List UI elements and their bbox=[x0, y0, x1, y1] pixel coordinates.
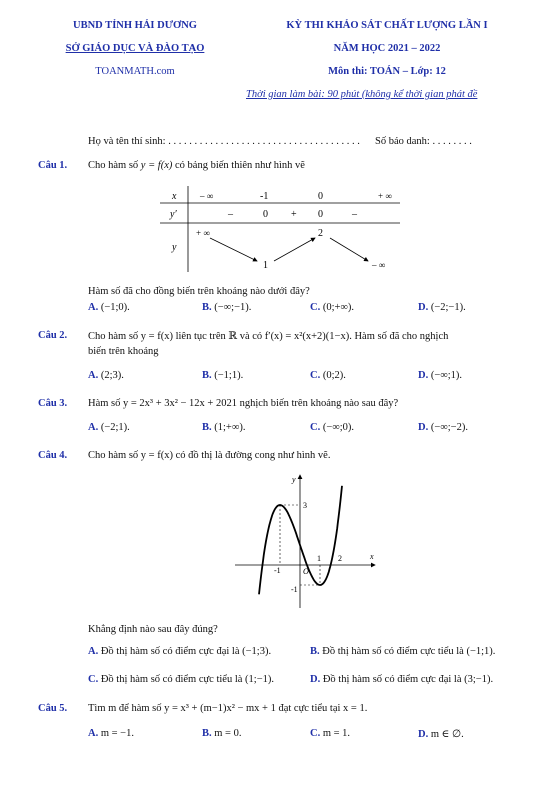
table-x-label: x bbox=[172, 191, 177, 202]
q2-stem-line2: biến trên khoảng bbox=[88, 346, 159, 357]
student-id-field: Số báo danh: . . . . . . . . bbox=[375, 136, 472, 147]
option-letter: D. bbox=[418, 729, 429, 740]
option-letter: B. bbox=[310, 646, 320, 657]
graph-label-neg1-x: -1 bbox=[274, 566, 281, 575]
option-letter: C. bbox=[310, 728, 321, 739]
q4-option-d[interactable] bbox=[310, 674, 493, 685]
graph-y-label: y bbox=[292, 475, 296, 484]
table-x-val: -1 bbox=[260, 191, 269, 202]
q1-stem-fx: y = f(x) bbox=[140, 160, 173, 171]
option-text: Đồ thị hàm số có điểm cực tiểu là (1;−1). bbox=[100, 674, 274, 685]
option-text: (−1;1). bbox=[214, 370, 244, 381]
table-yprime-label: y′ bbox=[170, 209, 177, 220]
q1-option-b[interactable] bbox=[202, 302, 251, 313]
q4-number: Câu 4. bbox=[38, 450, 68, 461]
q4-option-a[interactable] bbox=[88, 646, 271, 657]
option-letter: D. bbox=[418, 302, 429, 313]
option-text: (−1;0). bbox=[100, 302, 130, 313]
option-letter: A. bbox=[88, 422, 99, 433]
option-letter: B. bbox=[202, 422, 212, 433]
table-sign: – bbox=[352, 209, 357, 220]
function-curve bbox=[259, 486, 342, 595]
q5-option-d[interactable] bbox=[418, 728, 464, 740]
option-letter: D. bbox=[418, 422, 429, 433]
option-text: Đồ thị hàm số có điểm cực đại là (−1;3). bbox=[100, 646, 272, 657]
graph-x-label: x bbox=[370, 552, 374, 561]
q1-stem bbox=[88, 160, 305, 171]
graph-label-neg1-y: -1 bbox=[291, 585, 298, 594]
option-text: (−∞;−2). bbox=[430, 422, 468, 433]
arrow-down-icon bbox=[210, 238, 257, 261]
option-letter: D. bbox=[310, 674, 321, 685]
q5-option-b[interactable] bbox=[202, 728, 241, 739]
option-letter: B. bbox=[202, 302, 212, 313]
graph-label-3: 3 bbox=[303, 501, 307, 510]
option-text: m = 0. bbox=[214, 728, 242, 739]
student-name-field: Họ và tên thí sinh: . . . . . . . . . . . . . . . . . . . . . . . . . . . . . . . . . . . . . bbox=[88, 136, 360, 147]
graph-origin-label: O bbox=[303, 567, 309, 576]
q1-question: Hàm số đã cho đồng biến trên khoảng nào dưới đây? bbox=[88, 286, 310, 297]
table-x-val: + ∞ bbox=[378, 191, 392, 201]
graph-label-2: 2 bbox=[338, 554, 342, 563]
table-sign: – bbox=[228, 209, 233, 220]
q4-option-b[interactable] bbox=[310, 646, 495, 657]
option-text: (−2;1). bbox=[100, 422, 130, 433]
q4-option-c[interactable] bbox=[88, 674, 274, 685]
q5-option-a[interactable] bbox=[88, 728, 134, 739]
table-y-val: – ∞ bbox=[372, 260, 386, 270]
table-x-val: – ∞ bbox=[200, 191, 214, 201]
option-letter: A. bbox=[88, 728, 99, 739]
q2-option-c[interactable] bbox=[310, 370, 346, 381]
option-letter: A. bbox=[88, 302, 99, 313]
header-subject: Môn thi: TOÁN – Lớp: 12 bbox=[328, 66, 446, 77]
option-text: (2;3). bbox=[100, 370, 124, 381]
q2-stem-line1: Cho hàm số y = f(x) liên tục trên ℝ và có f′(x) = x²(x+2)(1−x). Hàm số đã cho nghịch bbox=[88, 331, 449, 342]
q2-option-b[interactable] bbox=[202, 370, 243, 381]
q1-stem-b: có bảng biến thiên như hình vẽ bbox=[175, 160, 305, 171]
q1-variation-table bbox=[160, 186, 410, 276]
graph-label-1: 1 bbox=[317, 554, 321, 563]
option-letter: A. bbox=[88, 370, 99, 381]
option-letter: C. bbox=[310, 370, 321, 381]
q3-number: Câu 3. bbox=[38, 398, 68, 409]
table-y-val: 1 bbox=[263, 260, 268, 271]
q3-option-c[interactable] bbox=[310, 422, 354, 433]
q4-question: Khẳng định nào sau đây đúng? bbox=[88, 624, 218, 635]
q1-option-d[interactable] bbox=[418, 302, 466, 313]
table-y-val: + ∞ bbox=[196, 228, 210, 238]
option-text: (1;+∞). bbox=[214, 422, 246, 433]
option-text: m = 1. bbox=[322, 728, 351, 739]
option-letter: A. bbox=[88, 646, 99, 657]
option-text: Đồ thị hàm số có điểm cực tiểu là (−1;1). bbox=[322, 646, 496, 657]
option-letter: C. bbox=[310, 422, 321, 433]
option-letter: C. bbox=[88, 674, 99, 685]
table-sign: 0 bbox=[318, 209, 323, 220]
q1-number: Câu 1. bbox=[38, 160, 68, 171]
option-text: (−∞;0). bbox=[322, 422, 355, 433]
option-text: m = −1. bbox=[100, 728, 134, 739]
header-duration: Thời gian làm bài: 90 phút (không kể thời gian phát đề bbox=[246, 89, 478, 100]
header-exam-title: KỲ THI KHẢO SÁT CHẤT LƯỢNG LẦN I bbox=[286, 20, 488, 31]
q3-option-a[interactable] bbox=[88, 422, 130, 433]
option-text: (−∞;1). bbox=[430, 370, 463, 381]
q2-option-d[interactable] bbox=[418, 370, 462, 381]
q4-stem: Cho hàm số y = f(x) có đồ thị là đường cong như hình vẽ. bbox=[88, 450, 331, 461]
table-y-val: 2 bbox=[318, 228, 323, 239]
option-text: (−2;−1). bbox=[430, 302, 466, 313]
q1-option-c[interactable] bbox=[310, 302, 354, 313]
q3-stem: Hàm số y = 2x³ + 3x² − 12x + 2021 nghịch biến trên khoảng nào sau đây? bbox=[88, 398, 399, 409]
q5-option-c[interactable] bbox=[310, 728, 350, 739]
q1-option-a[interactable] bbox=[88, 302, 130, 313]
q3-option-d[interactable] bbox=[418, 422, 468, 433]
q1-stem-a: Cho hàm số bbox=[88, 160, 139, 171]
table-sign: + bbox=[291, 209, 297, 220]
table-x-val: 0 bbox=[318, 191, 323, 202]
q2-number: Câu 2. bbox=[38, 330, 68, 341]
option-text: (−∞;−1). bbox=[214, 302, 252, 313]
table-y-label: y bbox=[172, 242, 177, 253]
q5-number: Câu 5. bbox=[38, 703, 68, 714]
header-website: TOANMATH.com bbox=[95, 66, 175, 77]
option-letter: C. bbox=[310, 302, 321, 313]
q3-option-b[interactable] bbox=[202, 422, 245, 433]
option-text: (0;+∞). bbox=[322, 302, 355, 313]
arrow-down-icon bbox=[330, 238, 368, 261]
header-department: SỞ GIÁO DỤC VÀ ĐÀO TẠO bbox=[65, 43, 205, 54]
option-text: m ∈ ∅. bbox=[430, 729, 464, 740]
arrow-up-icon bbox=[274, 238, 315, 261]
option-letter: D. bbox=[418, 370, 429, 381]
q4-function-graph bbox=[230, 470, 380, 610]
header-province: UBND TỈNH HẢI DƯƠNG bbox=[73, 20, 197, 31]
q2-option-a[interactable] bbox=[88, 370, 124, 381]
option-text: (0;2). bbox=[322, 370, 346, 381]
header-school-year: NĂM HỌC 2021 – 2022 bbox=[333, 43, 441, 54]
option-letter: B. bbox=[202, 728, 212, 739]
option-letter: B. bbox=[202, 370, 212, 381]
option-text: Đồ thị hàm số có điểm cực đại là (3;−1). bbox=[322, 674, 494, 685]
q5-stem: Tìm m để hàm số y = x³ + (m−1)x² − mx + 1 đạt cực tiểu tại x = 1. bbox=[88, 703, 368, 714]
table-sign: 0 bbox=[263, 209, 268, 220]
